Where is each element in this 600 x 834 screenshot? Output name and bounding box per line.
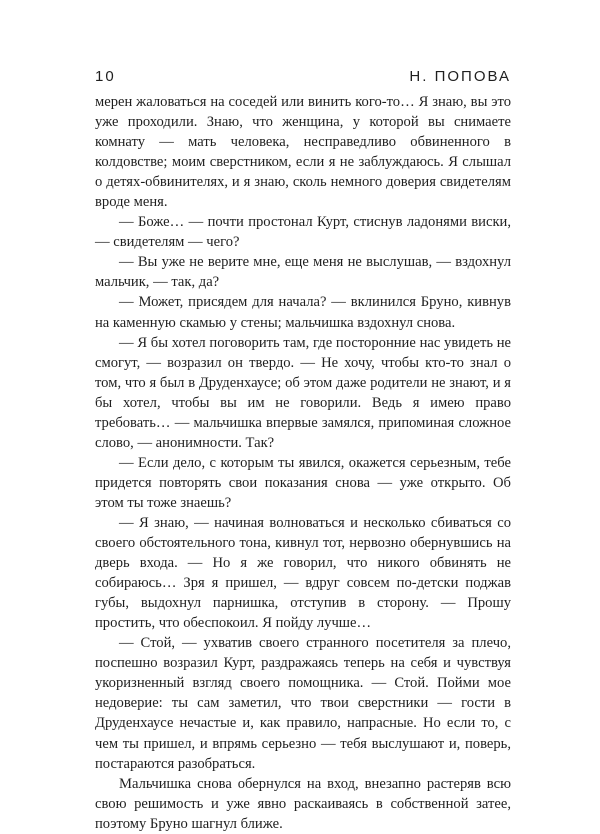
paragraph: — Боже… — почти простонал Курт, стиснув ладонями виски, — свидетелям — чего? — [95, 214, 511, 251]
body-text — [95, 92, 511, 834]
paragraph: — Если дело, с которым ты явился, окажется серьезным, тебе придется повторять свои показания снова — уже открыто. Об этом ты тоже знаешь? — [95, 454, 511, 511]
paragraph: — Стой, — ухватив своего странного посетителя за плечо, поспешно возразил Курт, раздражаясь теперь на себя и чувствуя укоризненный взгляд своего помощника. — Стой. Пойми мое недоверие: ты сам заметил, что твои сверстники — гости в Друденхаусе нечастые и, как правило, напрасные. Но если то, с чем ты пришел, и впрямь серьезно — тебя выслушают и, поверь, постараются разобраться. — [95, 635, 511, 772]
running-head — [95, 68, 511, 88]
paragraph: — Вы уже не верите мне, еще меня не выслушав, — вздохнул мальчик, — так, да? — [95, 254, 511, 291]
running-head-author: Н. ПОПОВА — [409, 68, 511, 85]
paragraph: — Я знаю, — начиная волноваться и несколько сбиваться со своего обстоятельного тона, кивнул тот, нервозно обернувшись на дверь входа. — Но я же говорил, что никого обвинять не собираюсь… Зря я пришел, — вдруг совсем по-детски поджав губы, выдохнул парнишка, отступив в сторону. — Прошу простить, что обеспокоил. Я пойду лучше… — [95, 514, 511, 632]
page-number: 10 — [95, 68, 116, 85]
paragraph: мерен жаловаться на соседей или винить кого-то… Я знаю, вы это уже проходили. Знаю, что женщина, у которой вы снимаете комнату — мать человека, несправедливо обвиненного в колдовстве; моим сверстником, если я не заблуждаюсь. Я слышал о детях-обвинителях, и я знаю, сколь немного доверия свидетелям вроде меня. — [95, 94, 511, 211]
paragraph: — Я бы хотел поговорить там, где посторонние нас увидеть не смогут, — возразил он твердо. — Не хочу, чтобы кто-то знал о том, что я был в Друденхаусе; об этом даже родители не знают, и я бы хотел, чтобы вы им не говорили. Ведь я имею право требовать… — мальчишка впервые замялся, припоминая сложное слово, — анонимности. Так? — [95, 334, 511, 451]
paragraph: Мальчишка снова обернулся на вход, внезапно растеряв всю свою решимость и уже явно раскаиваясь в собственной затее, поэтому Бруно шагнул ближе. — [95, 775, 511, 832]
paragraph: — Может, присядем для начала? — вклинился Бруно, кивнув на каменную скамью у стены; мальчишка вздохнул снова. — [95, 294, 511, 331]
